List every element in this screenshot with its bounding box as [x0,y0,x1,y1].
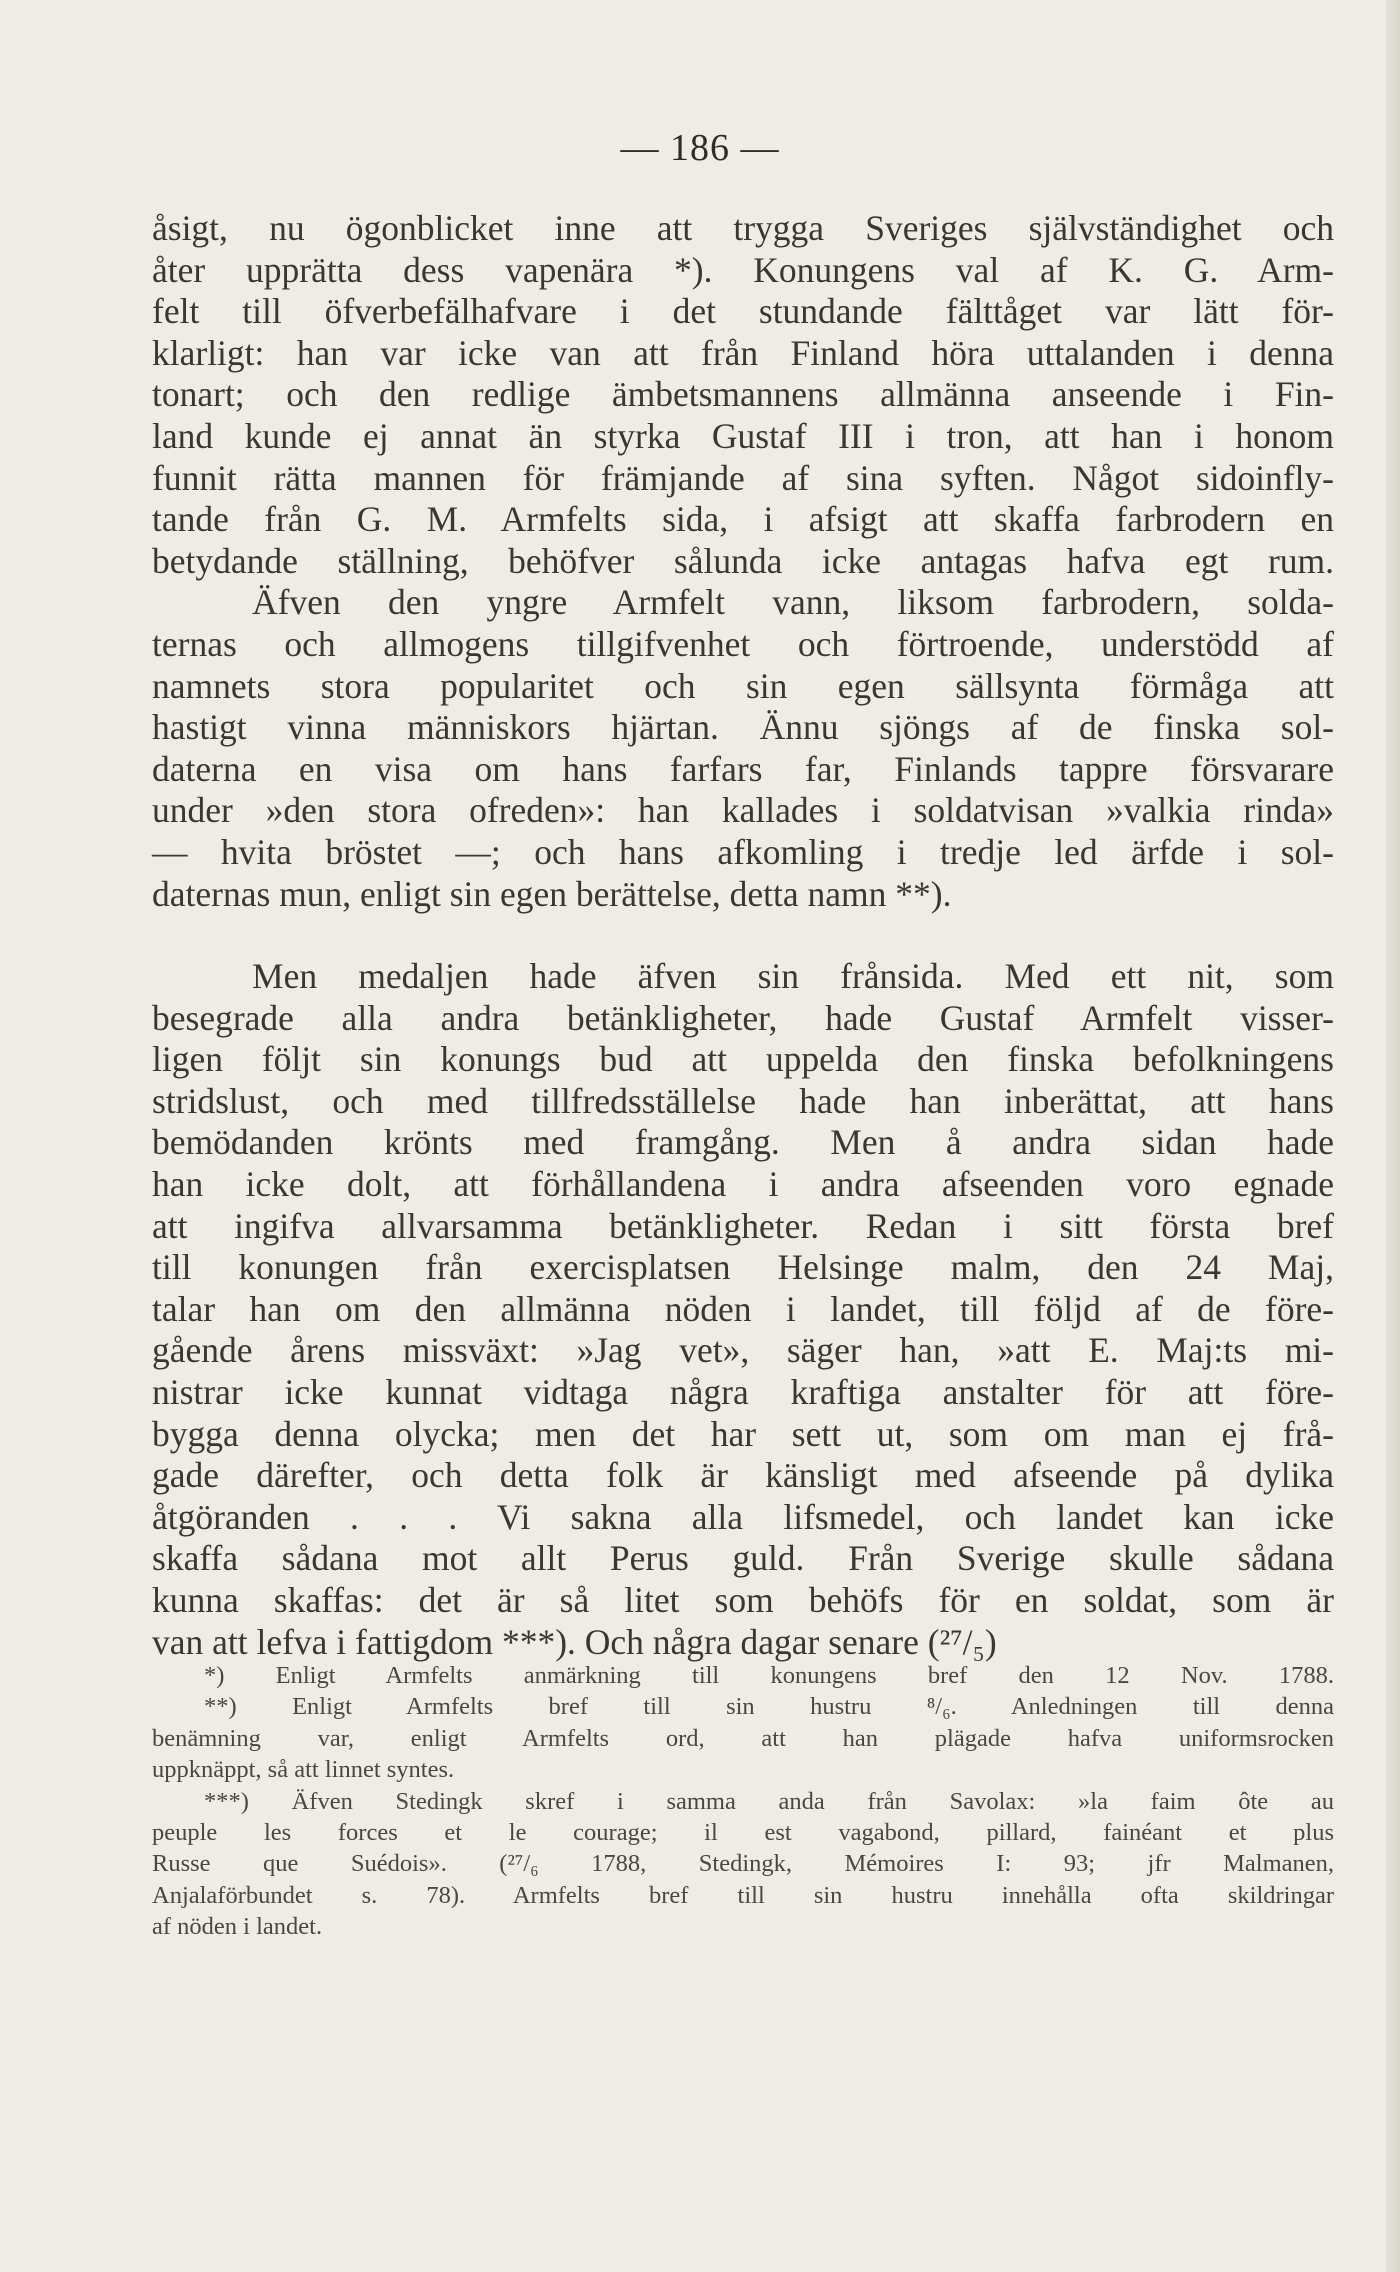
text-line: kunna skaffas: det är så litet som behöfs för en soldat, som är [152,1579,1334,1620]
text-line: under »den stora ofreden»: han kallades i soldatvisan »valkia rinda» [152,790,1334,831]
text-line: — hvita bröstet —; och hans afkomling i tredje led ärfde i sol- [152,831,1334,872]
text-line: nistrar icke kunnat vidtaga några kraftiga anstalter för att före- [152,1371,1334,1412]
text-line: funnit rätta mannen för främjande af sina syften. Något sidoinfly- [152,457,1334,498]
text-line: ternas och allmogens tillgifvenhet och förtroende, understödd af [152,623,1334,664]
text-line: åter upprätta dess vapenära *). Konungens val af K. G. Arm- [152,249,1334,290]
text-line: talar han om den allmänna nöden i landet, till följd af de före- [152,1288,1334,1329]
paragraph-2 [152,956,1334,1663]
footnote-line: peuple les forces et le courage; il est vagabond, pillard, fainéant et plus [152,1819,1334,1847]
text-line: tande från G. M. Armfelts sida, i afsigt att skaffa farbrodern en [152,499,1334,540]
text-line: betydande ställning, behöfver sålunda icke antagas hafva egt rum. [152,540,1334,581]
text-line: van att lefva i fattigdom ***). Och några dagar senare (²⁷/₅) [152,1621,997,1662]
footnotes [152,1660,1334,1943]
text-line: bygga denna olycka; men det har sett ut, som om man ej frå- [152,1413,1334,1454]
text-line: land kunde ej annat än styrka Gustaf III i tron, att han i honom [152,415,1334,456]
text-line: felt till öfverbefälhafvare i det stundande fälttåget var lätt för- [152,291,1334,332]
text-line: till konungen från exercisplatsen Helsinge malm, den 24 Maj, [152,1247,1334,1288]
footnote-line: **) Enligt Armfelts bref till sin hustru ⁸/₆. Anledningen till denna [204,1693,1334,1721]
footnote-line: Anjalaförbundet s. 78). Armfelts bref till sin hustru innehålla ofta skildringar [152,1881,1334,1909]
text-line: åsigt, nu ögonblicket inne att trygga Sveriges självständighet och [152,208,1334,248]
text-line: åtgöranden . . . Vi sakna alla lifsmedel, och landet kan icke [152,1496,1334,1537]
text-line: gade därefter, och detta folk är känsligt med afseende på dylika [152,1455,1334,1496]
text-line: daternas mun, enligt sin egen berättelse, detta namn **). [152,873,952,914]
text-line: han icke dolt, att förhållandena i andra afseenden voro egnade [152,1163,1334,1204]
scan-edge-shadow [1386,0,1400,2272]
paragraph-1 [152,208,1334,915]
footnote-line: af nöden i landet. [152,1913,323,1941]
text-line: klarligt: han var icke van att från Finland höra uttalanden i denna [152,332,1334,373]
text-line: stridslust, och med tillfredsställelse hade han inberättat, att hans [152,1080,1334,1121]
page-number: — 186 — [620,127,780,169]
text-line: att ingifva allvarsamma betänkligheter. Redan i sitt första bref [152,1205,1334,1246]
text-line: hastigt vinna människors hjärtan. Ännu sjöngs af de finska sol- [152,707,1334,748]
footnote-line: ***) Äfven Stedingk skref i samma anda från Savolax: »la faim ôte au [204,1787,1334,1815]
text-line: gående årens missväxt: »Jag vet», säger han, »att E. Maj:ts mi- [152,1330,1334,1371]
text-line: tonart; och den redlige ämbetsmannens allmänna anseende i Fin- [152,374,1334,415]
text-line: bemödanden krönts med framgång. Men å andra sidan hade [152,1122,1334,1163]
footnote-line: uppknäppt, så att linnet syntes. [152,1756,455,1784]
text-line: besegrade alla andra betänkligheter, hade Gustaf Armfelt visser- [152,997,1334,1038]
text-line: namnets stora popularitet och sin egen sällsynta förmåga att [152,665,1334,706]
text-line: daterna en visa om hans farfars far, Finlands tappre försvarare [152,748,1334,789]
footnote-line: Russe que Suédois». (²⁷/₆ 1788, Stedingk, Mémoires I: 93; jfr Malmanen, [152,1850,1334,1878]
text-line: skaffa sådana mot allt Perus guld. Från Sverige skulle sådana [152,1538,1334,1579]
footnote-line: benämning var, enligt Armfelts ord, att han plägade hafva uniformsrocken [152,1724,1334,1752]
text-line: Men medaljen hade äfven sin frånsida. Med ett nit, som [252,956,1334,996]
footnote-line: *) Enligt Armfelts anmärkning till konungens bref den 12 Nov. 1788. [204,1662,1334,1689]
text-line: Äfven den yngre Armfelt vann, liksom farbrodern, solda- [252,582,1334,623]
text-line: ligen följt sin konungs bud att uppelda den finska befolkningens [152,1039,1334,1080]
